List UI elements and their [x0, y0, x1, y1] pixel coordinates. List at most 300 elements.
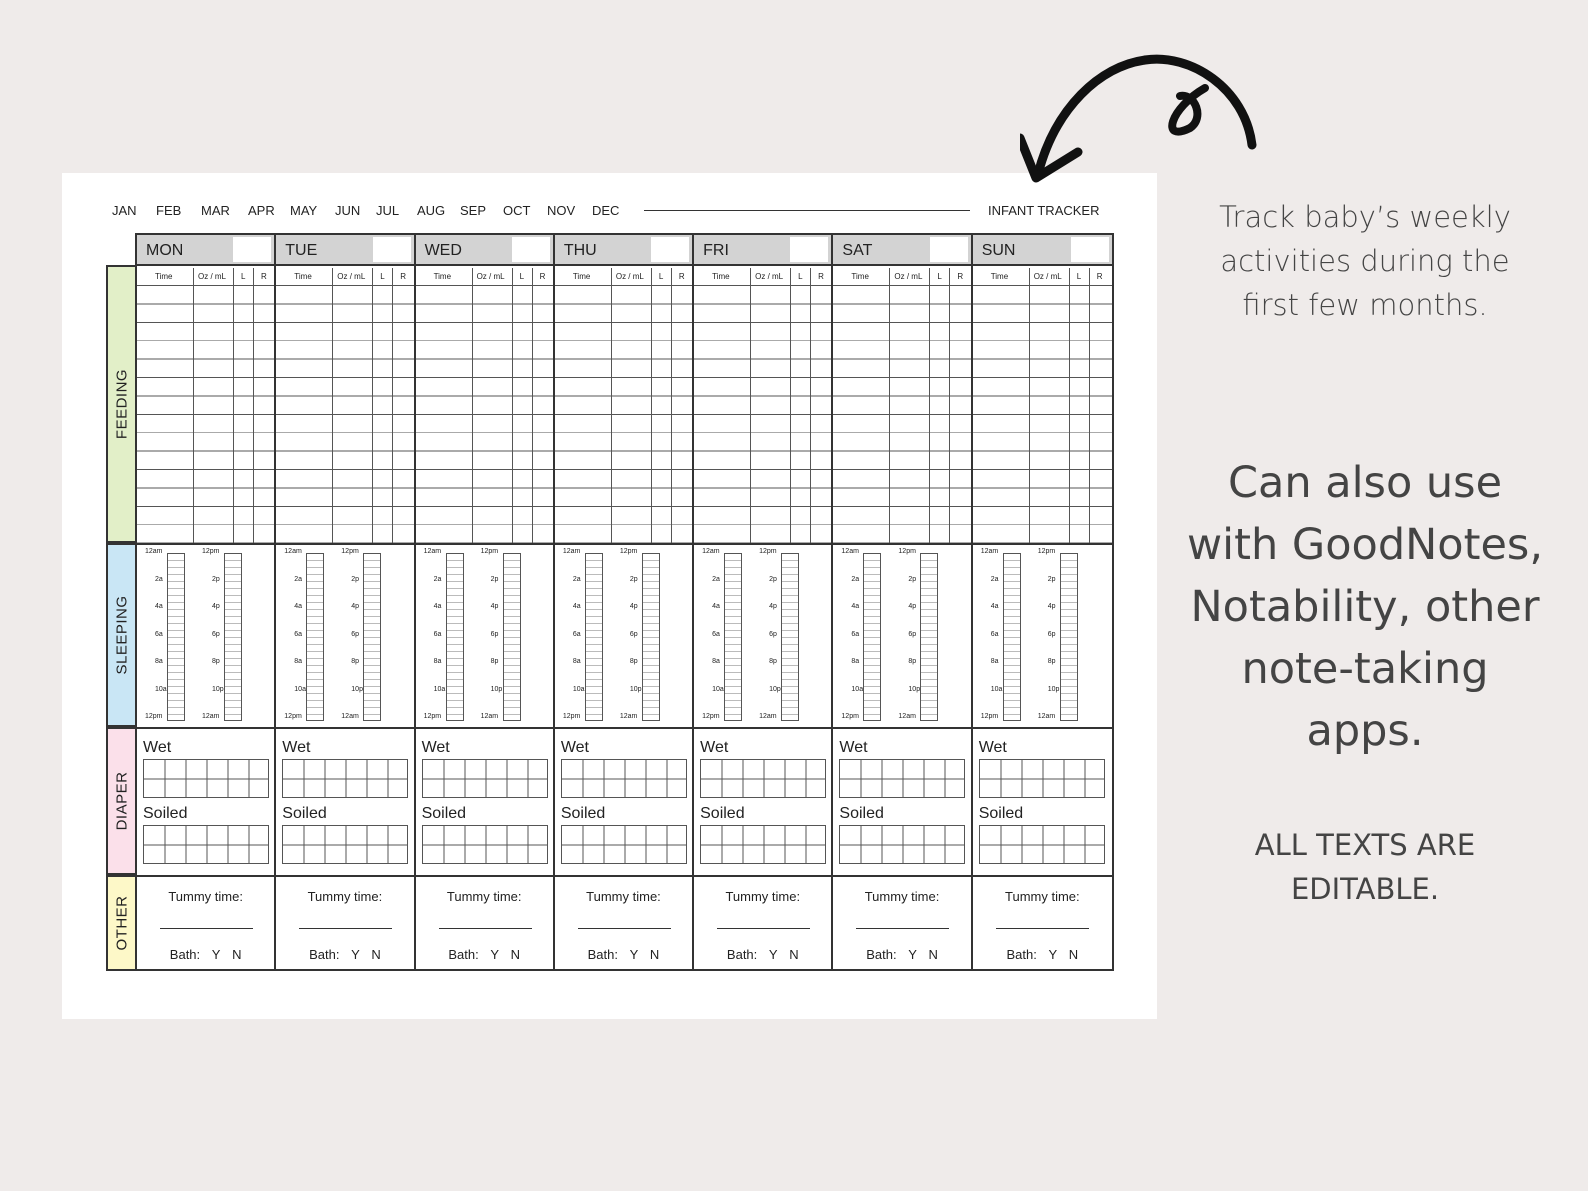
wet-label: Wet	[978, 739, 1007, 756]
left-breast-header: L	[241, 272, 246, 281]
sleep-time-label: 2p	[490, 575, 499, 583]
day-column-wed	[416, 235, 555, 969]
feeding-column-divider	[332, 268, 333, 543]
sleep-time-label: 12am	[423, 548, 442, 555]
sleep-bar-am[interactable]	[167, 553, 185, 721]
bath-yes[interactable]: Y	[629, 947, 639, 962]
bath-no[interactable]: N	[928, 947, 938, 962]
sleep-time-label: 4a	[712, 603, 720, 610]
sleep-time-label: 12pm	[480, 548, 499, 555]
sleep-time-label: 6a	[433, 630, 442, 638]
sleep-time-label: 2p	[908, 575, 917, 583]
oz-header: Oz / mL	[755, 272, 784, 281]
tummy-time-field[interactable]	[856, 928, 949, 929]
sleep-time-label: 10p	[351, 685, 363, 693]
tummy-time-label: Tummy time:	[446, 889, 522, 904]
sleep-time-label: 8p	[212, 658, 220, 665]
sleep-bar-pm[interactable]	[642, 553, 660, 721]
section-sleeping-label: SLEEPING	[113, 595, 130, 675]
month-apr[interactable]: APR	[248, 203, 275, 218]
time-header: Time	[155, 272, 173, 281]
time-header: Time	[433, 272, 452, 281]
sleep-time-label: 8a	[712, 658, 720, 665]
right-breast-header: R	[261, 272, 267, 281]
sleep-time-label: 12am	[619, 713, 638, 720]
promo-line: note-taking	[1241, 644, 1489, 694]
bath-yes[interactable]: Y	[351, 947, 360, 962]
soiled-label: Soiled	[839, 805, 884, 822]
feeding-header	[973, 268, 1112, 285]
promo-tagline	[1170, 195, 1560, 327]
sleep-time-label: 2p	[769, 575, 777, 583]
feeding-column-divider	[472, 268, 473, 543]
sleep-time-label: 12pm	[841, 713, 859, 720]
bath-row	[276, 947, 413, 962]
soiled-label: Soiled	[421, 805, 467, 822]
bath-yes[interactable]: Y	[768, 947, 778, 962]
wet-label: Wet	[421, 739, 450, 756]
tummy-time-label: Tummy time:	[168, 889, 243, 904]
tracker-title: INFANT TRACKER	[988, 203, 1100, 218]
sleep-time-label: 10p	[1047, 685, 1060, 693]
sleep-log	[555, 543, 692, 727]
sleep-time-label: 4p	[1047, 603, 1056, 610]
bath-label: Bath:	[309, 947, 340, 962]
bath-label: Bath:	[866, 947, 897, 962]
oz-header: Oz / mL	[198, 272, 227, 281]
sleep-bar-pm[interactable]	[363, 553, 381, 721]
sleep-time-label: 8p	[490, 658, 499, 665]
right-breast-header: R	[957, 272, 964, 281]
other-log	[833, 875, 970, 969]
sleep-time-label: 12am	[702, 548, 720, 555]
feeding-column-divider	[611, 268, 612, 543]
sleep-time-label: 2p	[629, 575, 638, 583]
sleep-time-label: 12am	[480, 713, 499, 720]
sleep-time-label: 2a	[712, 575, 720, 583]
left-breast-header: L	[658, 272, 664, 281]
sleep-bar-pm[interactable]	[920, 553, 938, 721]
sleep-time-label: 8a	[433, 658, 442, 665]
promo-line: activities during the	[1220, 244, 1510, 278]
day-name: THU	[563, 242, 597, 259]
day-header	[416, 235, 553, 266]
oz-header: Oz / mL	[1033, 272, 1062, 281]
date-input-box[interactable]	[233, 237, 271, 262]
day-column-thu	[555, 235, 694, 969]
sleep-time-label: 6a	[572, 630, 581, 638]
bath-no[interactable]: N	[1068, 947, 1079, 962]
sleep-time-label: 12pm	[980, 713, 999, 720]
sleep-time-label: 6a	[155, 630, 163, 638]
tummy-time-field[interactable]	[299, 928, 392, 929]
left-breast-header: L	[937, 272, 942, 281]
sleep-time-label: 8a	[990, 658, 999, 665]
sleep-time-label: 8a	[155, 658, 163, 665]
day-header	[694, 235, 831, 266]
feeding-column-divider	[929, 268, 930, 543]
feeding-column-divider	[512, 268, 513, 543]
feeding-column-divider	[949, 268, 950, 543]
diaper-log	[555, 727, 692, 875]
diaper-log	[694, 727, 831, 875]
month-mar[interactable]: MAR	[201, 203, 230, 218]
sleep-bar-pm[interactable]	[1060, 553, 1078, 721]
sleep-time-label: 6p	[490, 630, 499, 638]
left-breast-header: L	[1076, 272, 1082, 281]
sleep-time-label: 12am	[202, 713, 220, 720]
sleep-time-label: 4a	[433, 603, 442, 610]
month-nov[interactable]: NOV	[547, 203, 576, 218]
sleep-time-label: 8p	[1047, 658, 1056, 665]
sleep-time-label: 8a	[851, 658, 860, 665]
sleep-time-label: 12pm	[619, 548, 638, 555]
sleep-time-label: 6a	[712, 630, 720, 638]
sleep-log	[416, 543, 553, 727]
wet-checkboxes[interactable]	[839, 759, 965, 798]
month-aug[interactable]: AUG	[417, 203, 446, 218]
right-breast-header: R	[818, 272, 824, 281]
date-input-box[interactable]	[373, 237, 411, 262]
other-log	[973, 875, 1112, 969]
bath-yes[interactable]: Y	[211, 947, 221, 962]
sleep-time-label: 12am	[284, 548, 302, 555]
sleep-time-label: 4a	[572, 603, 581, 610]
oz-header: Oz / mL	[615, 272, 644, 281]
sleep-time-label: 2p	[1047, 575, 1056, 583]
sleep-time-label: 12am	[841, 548, 859, 555]
sleep-time-label: 8p	[351, 658, 360, 665]
feeding-column-divider	[372, 268, 373, 543]
feeding-column-divider	[651, 268, 652, 543]
promo-line: apps.	[1306, 706, 1424, 756]
sleep-time-label: 8p	[769, 658, 777, 665]
feeding-log-grid[interactable]	[973, 285, 1112, 543]
sleep-time-label: 12pm	[1037, 548, 1056, 555]
sleep-time-label: 12pm	[759, 548, 777, 555]
bath-label: Bath:	[726, 947, 758, 962]
time-header: Time	[990, 272, 1009, 281]
day-column-sun	[973, 235, 1112, 969]
sleep-bar-am[interactable]	[863, 553, 881, 721]
sleep-time-label: 8p	[908, 658, 917, 665]
section-feeding-label: FEEDING	[113, 368, 130, 440]
soiled-checkboxes[interactable]	[700, 825, 826, 864]
sleep-log	[973, 543, 1112, 727]
section-sleeping	[106, 543, 135, 727]
tummy-time-field[interactable]	[160, 928, 253, 929]
sleep-time-label: 2a	[294, 575, 303, 583]
sleep-time-label: 10a	[572, 685, 585, 693]
time-header: Time	[851, 272, 869, 281]
date-input-box[interactable]	[790, 237, 828, 262]
promo-editable	[1170, 823, 1560, 911]
oz-header: Oz / mL	[476, 272, 505, 281]
soiled-checkboxes[interactable]	[839, 825, 965, 864]
month-jan[interactable]: JAN	[112, 203, 137, 218]
month-may[interactable]: MAY	[290, 203, 318, 218]
wet-checkboxes[interactable]	[561, 759, 687, 798]
tummy-time-field[interactable]	[439, 928, 532, 929]
feeding-column-divider	[750, 268, 751, 543]
day-name: WED	[424, 242, 462, 259]
sleep-time-label: 10a	[433, 685, 446, 693]
title-rule	[644, 210, 970, 211]
bath-label: Bath:	[1006, 947, 1037, 962]
bath-yes[interactable]: Y	[490, 947, 500, 962]
bath-no[interactable]: N	[789, 947, 799, 962]
sleep-time-label: 12pm	[562, 713, 581, 720]
sleep-time-label: 2p	[351, 575, 360, 583]
date-input-box[interactable]	[651, 237, 689, 262]
bath-no[interactable]: N	[232, 947, 242, 962]
sleep-time-label: 2a	[990, 575, 999, 583]
sleep-time-label: 2p	[212, 575, 220, 583]
sleep-bar-am[interactable]	[724, 553, 742, 721]
sleep-bar-pm[interactable]	[224, 553, 242, 721]
sleep-bar-am[interactable]	[306, 553, 324, 721]
bath-row	[973, 947, 1112, 962]
other-log	[694, 875, 831, 969]
section-other	[106, 875, 135, 971]
right-breast-header: R	[539, 272, 546, 281]
day-header	[833, 235, 970, 266]
right-breast-header: R	[1096, 272, 1103, 281]
left-breast-header: L	[798, 272, 803, 281]
sleep-time-label: 10a	[990, 685, 1003, 693]
soiled-label: Soiled	[282, 805, 327, 822]
sleep-time-label: 8a	[294, 658, 303, 665]
soiled-label: Soiled	[700, 805, 745, 822]
sleep-time-label: 4a	[851, 603, 860, 610]
soiled-checkboxes[interactable]	[979, 825, 1105, 864]
promo-line: Track baby’s weekly	[1219, 200, 1511, 234]
feeding-column-divider	[1029, 268, 1030, 543]
feeding-column-divider	[233, 268, 234, 543]
feeding-column-divider	[790, 268, 791, 543]
feeding-column-divider	[1069, 268, 1070, 543]
diaper-log	[276, 727, 413, 875]
wet-checkboxes[interactable]	[282, 759, 408, 798]
sleep-time-label: 6a	[851, 630, 860, 638]
day-name: FRI	[703, 242, 729, 259]
sleep-time-label: 6a	[294, 630, 303, 638]
month-selector	[112, 203, 1112, 219]
soiled-label: Soiled	[143, 805, 188, 822]
sleep-time-label: 12pm	[341, 548, 359, 555]
wet-checkboxes[interactable]	[979, 759, 1105, 798]
feeding-column-divider	[671, 268, 672, 543]
sleep-time-label: 8p	[629, 658, 638, 665]
soiled-checkboxes[interactable]	[561, 825, 687, 864]
wet-label: Wet	[700, 739, 729, 756]
left-breast-header: L	[519, 272, 525, 281]
sleep-time-label: 4p	[908, 603, 917, 610]
sleep-time-label: 12pm	[202, 548, 220, 555]
bath-row	[694, 947, 831, 962]
wet-label: Wet	[143, 739, 172, 756]
feeding-column-divider	[1089, 268, 1090, 543]
bath-label: Bath:	[587, 947, 618, 962]
bath-label: Bath:	[169, 947, 201, 962]
section-feeding	[106, 265, 135, 543]
bath-no[interactable]: N	[649, 947, 660, 962]
promo-compatibility	[1170, 452, 1560, 762]
sleep-time-label: 10p	[769, 685, 781, 693]
sleep-time-label: 6p	[351, 630, 360, 638]
sleep-time-label: 4p	[212, 603, 220, 610]
month-jul[interactable]: JUL	[376, 203, 400, 218]
sleep-time-label: 10p	[629, 685, 642, 693]
wet-checkboxes[interactable]	[143, 759, 269, 798]
day-name: SAT	[842, 242, 873, 259]
bath-row	[833, 947, 970, 962]
bath-no[interactable]: N	[371, 947, 381, 962]
other-log	[555, 875, 692, 969]
section-other-label: OTHER	[113, 895, 130, 951]
tummy-time-label: Tummy time:	[864, 889, 940, 904]
month-jun[interactable]: JUN	[335, 203, 361, 218]
diaper-log	[973, 727, 1112, 875]
sleep-time-label: 12pm	[423, 713, 442, 720]
diaper-log	[833, 727, 970, 875]
feeding-column-divider	[193, 268, 194, 543]
day-column-sat	[833, 235, 972, 969]
sleep-time-label: 12am	[145, 548, 163, 555]
tummy-time-label: Tummy time:	[307, 889, 383, 904]
sleep-time-label: 10p	[490, 685, 503, 693]
sleep-time-label: 4p	[351, 603, 360, 610]
soiled-checkboxes[interactable]	[143, 825, 269, 864]
day-header	[137, 235, 274, 266]
day-name: MON	[146, 242, 184, 259]
sleep-time-label: 6p	[908, 630, 917, 638]
sleep-time-label: 10p	[908, 685, 921, 693]
day-column-fri	[694, 235, 833, 969]
month-oct[interactable]: OCT	[503, 203, 531, 218]
sleep-bar-am[interactable]	[1003, 553, 1021, 721]
tummy-time-field[interactable]	[996, 928, 1089, 929]
day-header	[555, 235, 692, 266]
sleep-time-label: 10a	[294, 685, 306, 693]
sleep-time-label: 12pm	[702, 713, 720, 720]
sleep-time-label: 10a	[851, 685, 864, 693]
sleep-time-label: 4a	[294, 603, 303, 610]
feeding-column-divider	[532, 268, 533, 543]
curved-arrow-icon	[1020, 48, 1260, 188]
month-feb[interactable]: FEB	[156, 203, 182, 218]
sleep-time-label: 12pm	[898, 548, 916, 555]
oz-header: Oz / mL	[337, 272, 366, 281]
wet-checkboxes[interactable]	[700, 759, 826, 798]
diaper-log	[137, 727, 274, 875]
sleep-bar-pm[interactable]	[503, 553, 521, 721]
diaper-log	[416, 727, 553, 875]
sleep-time-label: 10a	[712, 685, 724, 693]
day-name: TUE	[285, 242, 318, 259]
soiled-label: Soiled	[978, 805, 1024, 822]
bath-row	[416, 947, 553, 962]
sleep-time-label: 6p	[629, 630, 638, 638]
sleep-bar-am[interactable]	[585, 553, 603, 721]
sleep-time-label: 12pm	[284, 713, 302, 720]
sleep-time-label: 4a	[155, 603, 163, 610]
date-input-box[interactable]	[512, 237, 550, 262]
right-breast-header: R	[400, 272, 407, 281]
promo-line: Can also use	[1227, 458, 1503, 508]
sleep-bar-am[interactable]	[446, 553, 464, 721]
sleep-time-label: 12am	[898, 713, 916, 720]
sleep-log	[694, 543, 831, 727]
day-name: SUN	[981, 242, 1016, 259]
soiled-checkboxes[interactable]	[422, 825, 548, 864]
sleep-time-label: 6p	[769, 630, 777, 638]
sleep-log	[276, 543, 413, 727]
feeding-column-divider	[253, 268, 254, 543]
bath-yes[interactable]: Y	[908, 947, 917, 962]
tummy-time-field[interactable]	[717, 928, 810, 929]
tummy-time-label: Tummy time:	[725, 889, 801, 904]
bath-label: Bath:	[448, 947, 479, 962]
month-dec[interactable]: DEC	[592, 203, 620, 218]
sleep-time-label: 12am	[759, 713, 777, 720]
tummy-time-field[interactable]	[578, 928, 671, 929]
day-column-mon	[137, 235, 276, 969]
section-diaper	[106, 727, 135, 875]
sleep-time-label: 4p	[629, 603, 638, 610]
promo-line: with GoodNotes,	[1187, 520, 1543, 570]
time-header: Time	[572, 272, 591, 281]
sleep-time-label: 10p	[212, 685, 224, 693]
time-header: Time	[712, 272, 730, 281]
left-breast-header: L	[380, 272, 385, 281]
oz-header: Oz / mL	[894, 272, 923, 281]
wet-label: Wet	[282, 739, 311, 756]
feeding-column-divider	[810, 268, 811, 543]
other-log	[416, 875, 553, 969]
other-log	[276, 875, 413, 969]
sleep-time-label: 12am	[562, 548, 581, 555]
date-input-box[interactable]	[1071, 237, 1109, 262]
month-sep[interactable]: SEP	[460, 203, 487, 218]
sleep-time-label: 10a	[155, 685, 167, 693]
promo-line: first few months.	[1242, 288, 1488, 322]
wet-label: Wet	[839, 739, 868, 756]
wet-checkboxes[interactable]	[422, 759, 548, 798]
sleep-time-label: 6p	[212, 630, 220, 638]
bath-no[interactable]: N	[510, 947, 521, 962]
sleep-time-label: 8a	[572, 658, 581, 665]
sleep-log	[833, 543, 970, 727]
other-log	[137, 875, 274, 969]
sleep-time-label: 12pm	[145, 713, 163, 720]
sleep-time-label: 12am	[980, 548, 999, 555]
sleep-log	[137, 543, 274, 727]
date-input-box[interactable]	[930, 237, 968, 262]
day-header	[276, 235, 413, 266]
sleep-time-label: 6p	[1047, 630, 1056, 638]
bath-yes[interactable]: Y	[1048, 947, 1058, 962]
soiled-checkboxes[interactable]	[282, 825, 408, 864]
sleep-time-label: 2a	[433, 575, 442, 583]
day-header	[973, 235, 1112, 266]
promo-line: ALL TEXTS ARE	[1254, 828, 1476, 862]
sleep-time-label: 2a	[851, 575, 860, 583]
sleep-time-label: 4p	[769, 603, 777, 610]
sleep-bar-pm[interactable]	[781, 553, 799, 721]
soiled-label: Soiled	[560, 805, 606, 822]
right-breast-header: R	[678, 272, 685, 281]
